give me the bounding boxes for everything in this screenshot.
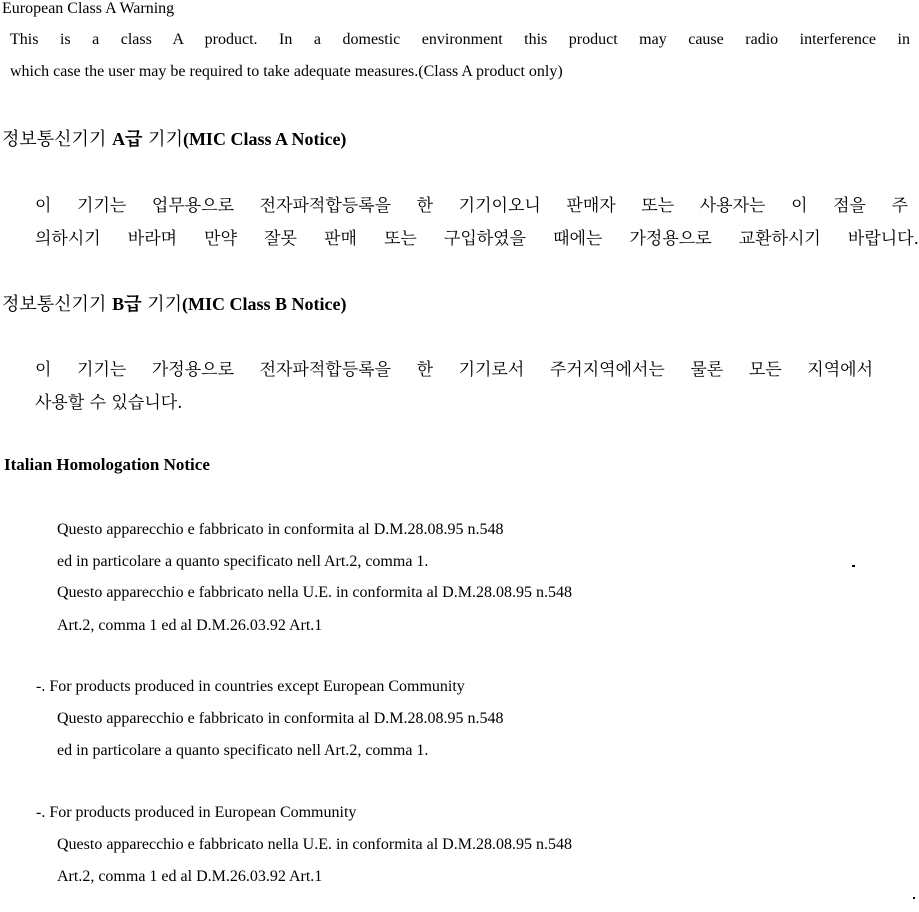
mic-b-heading-ko2: 기기 (141, 294, 182, 315)
eu-warning-title: European Class A Warning (2, 0, 175, 17)
italian-p3-line-2: Questo apparecchio e fabbricato nella U.E. in conformita al D.M.28.08.95 n.548 (57, 836, 572, 853)
mic-b-heading-en: (MIC Class B Notice) (181, 294, 347, 314)
mic-a-heading-ko2: 기기 (142, 129, 183, 150)
italian-p3-line-3: Art.2, comma 1 ed al D.M.26.03.92 Art.1 (57, 868, 323, 885)
italian-p1-line-3: Questo apparecchio e fabbricato nella U.E. in conformita al D.M.28.08.95 n.548 (57, 584, 572, 601)
mic-class-a-heading (2, 125, 346, 151)
eu-warning-line-2: which case the user may be required to take adequate measures.(Class A product only) (10, 63, 563, 80)
eu-warning-line-1: This is a class A product. In a domestic environment this product may cause radio interference in (10, 31, 910, 48)
scan-speck (852, 565, 855, 567)
mic-class-b-heading (2, 290, 346, 316)
mic-a-heading-ko1: 정보통신기기 (2, 129, 113, 150)
italian-p1-line-4: Art.2, comma 1 ed al D.M.26.03.92 Art.1 (57, 617, 323, 634)
italian-p1-line-2: ed in particolare a quanto specificato nell Art.2, comma 1. (57, 553, 429, 570)
italian-heading: Italian Homologation Notice (4, 455, 210, 474)
scan-speck (913, 897, 915, 899)
mic-class-b-line-1: 이 기기는 가정용으로 전자파적합등록을 한 기기로서 주거지역에서는 물론 모든 지역에서 (35, 360, 873, 380)
mic-a-heading-class: A급 (112, 129, 143, 149)
italian-p3-line-1: -. For products produced in European Community (36, 804, 357, 821)
mic-class-a-line-1: 이 기기는 업무용으로 전자파적합등록을 한 기기이오니 판매자 또는 사용자는 이 점을 주 (35, 196, 908, 216)
mic-b-heading-class: B급 (112, 294, 142, 314)
italian-p2-line-3: ed in particolare a quanto specificato nell Art.2, comma 1. (57, 742, 429, 759)
mic-a-heading-en: (MIC Class A Notice) (182, 129, 347, 149)
mic-b-heading-ko1: 정보통신기기 (2, 294, 113, 315)
italian-p1-line-1: Questo apparecchio e fabbricato in conformita al D.M.28.08.95 n.548 (57, 521, 504, 538)
italian-p2-line-1: -. For products produced in countries except European Community (36, 678, 465, 695)
mic-class-a-line-2: 의하시기 바라며 만약 잘못 판매 또는 구입하였을 때에는 가정용으로 교환하시기 바랍니다. (35, 229, 919, 249)
italian-p2-line-2: Questo apparecchio e fabbricato in conformita al D.M.28.08.95 n.548 (57, 710, 504, 727)
mic-class-b-line-2: 사용할 수 있습니다. (35, 393, 183, 413)
